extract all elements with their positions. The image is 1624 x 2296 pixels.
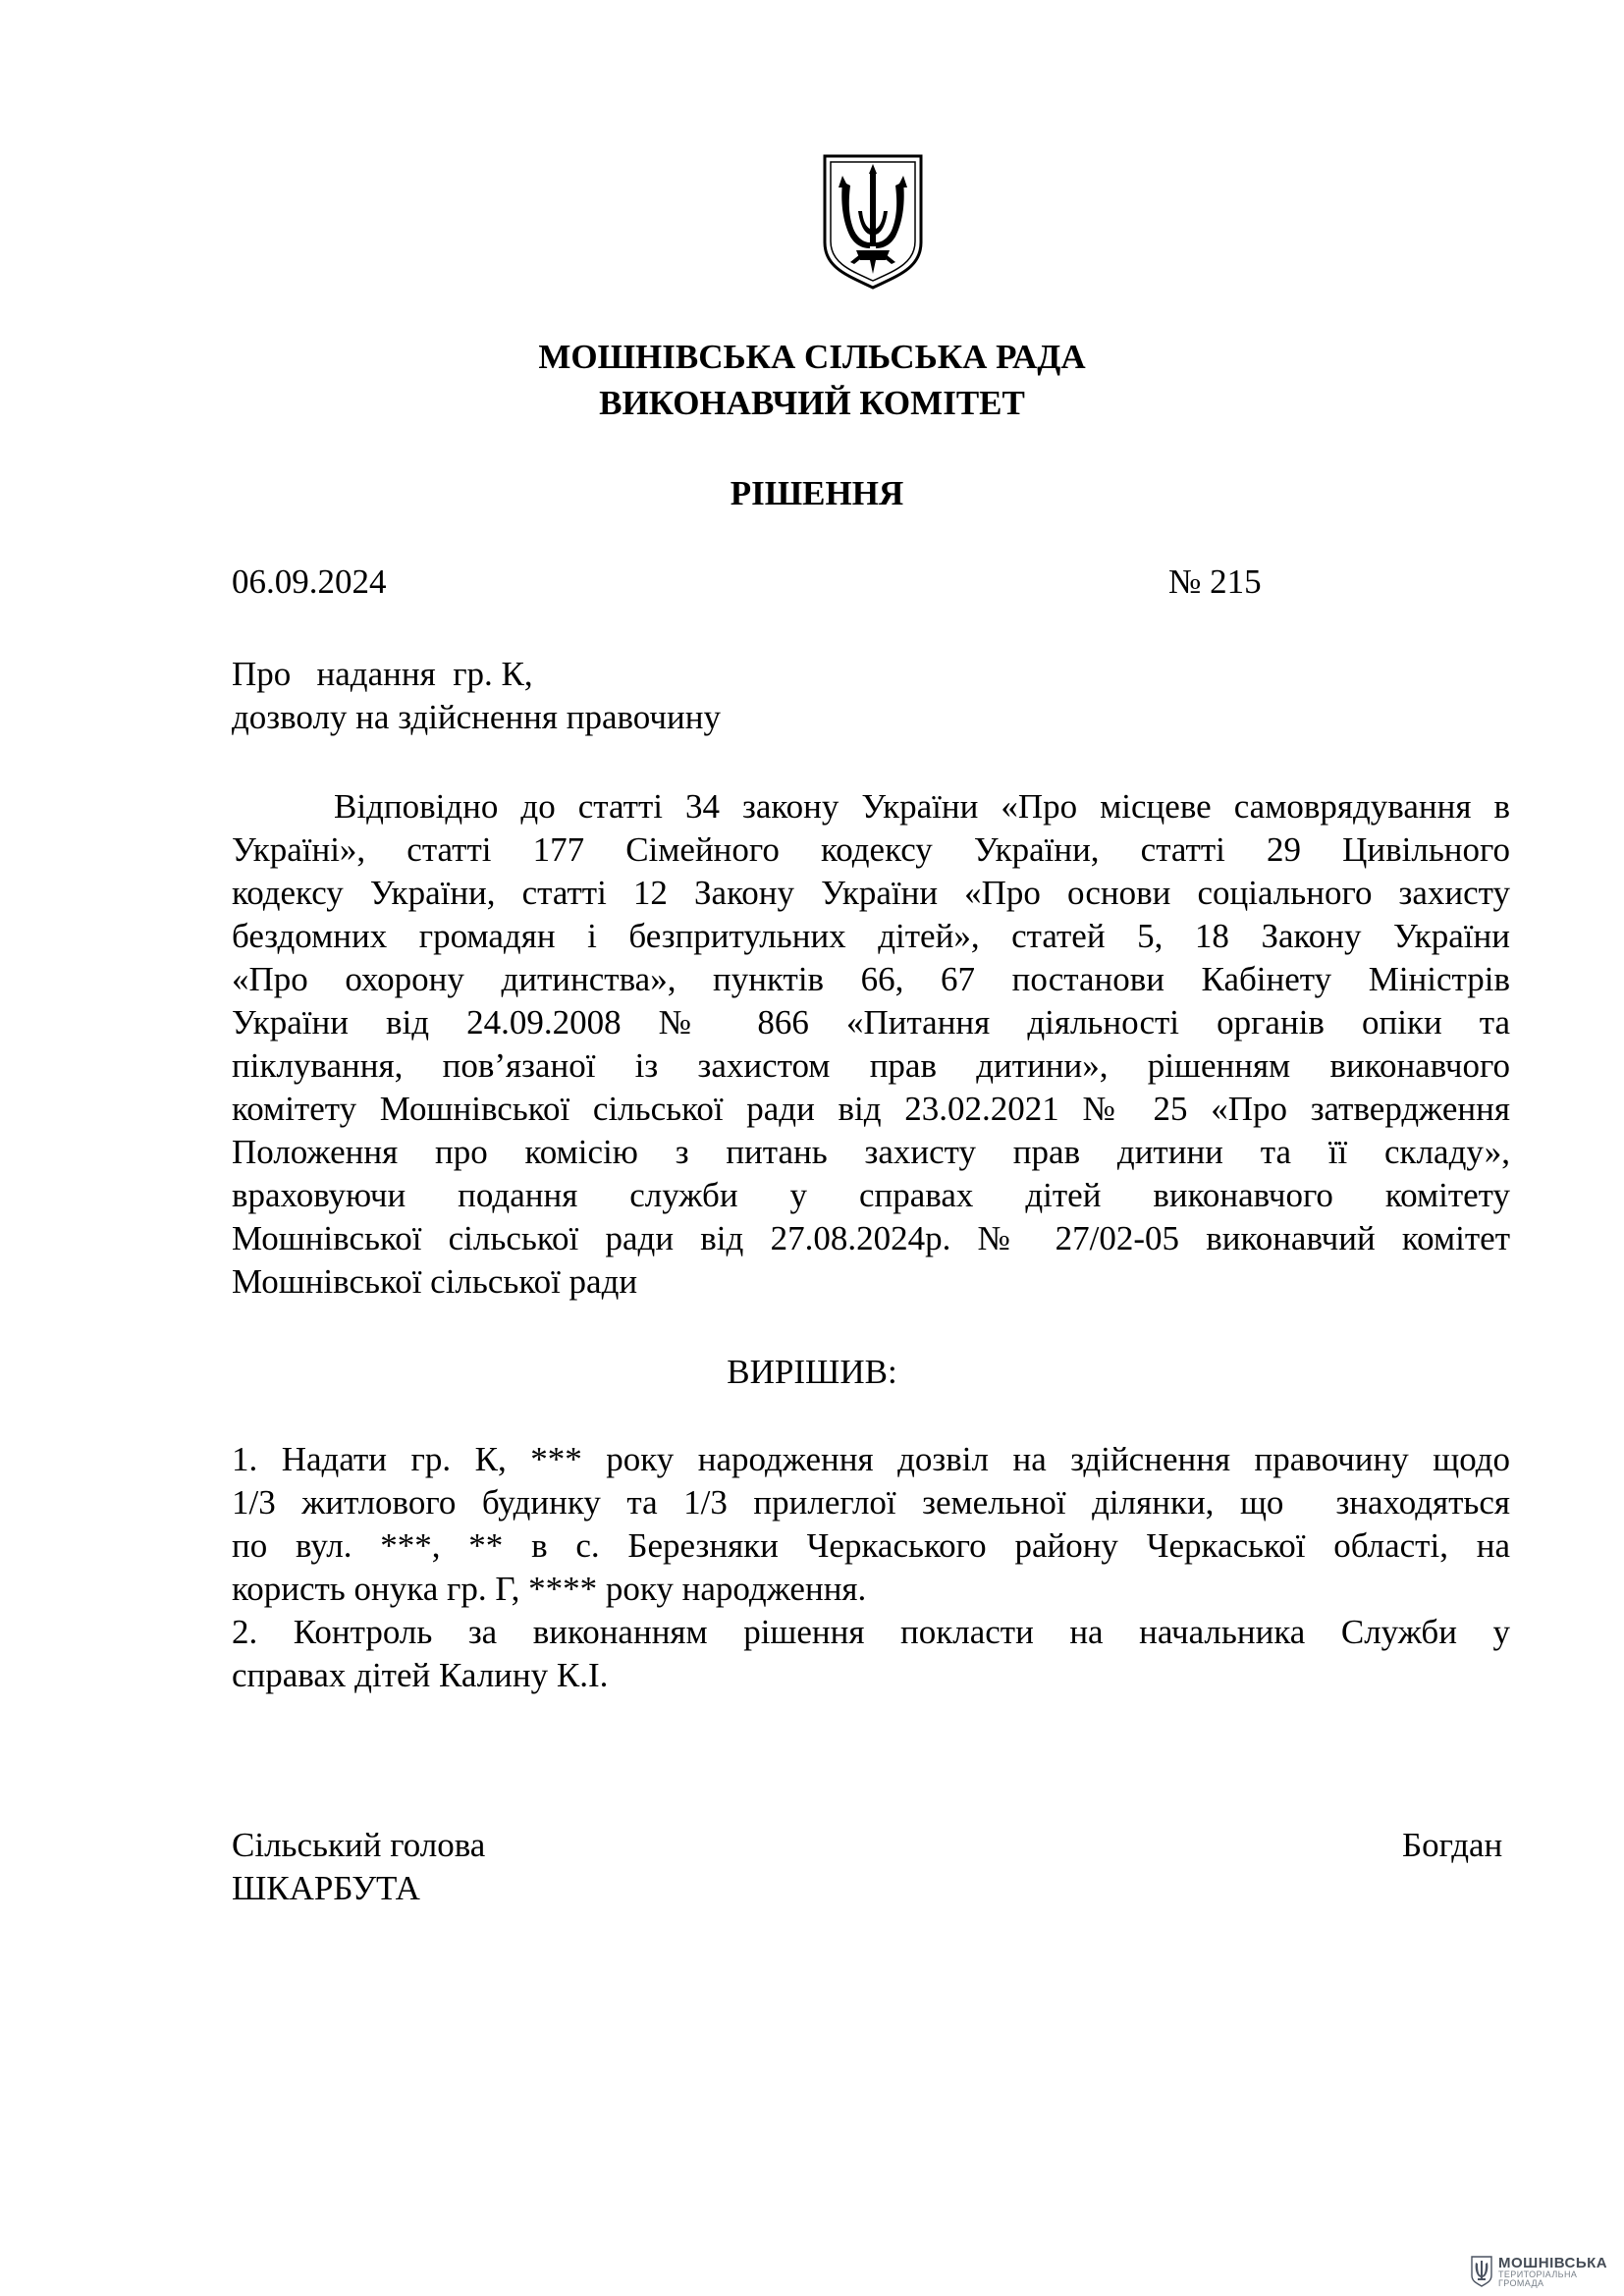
coat-of-arms-emblem-icon — [821, 152, 925, 292]
council-name: МОШНІВСЬКА СІЛЬСЬКА РАДА — [538, 338, 1086, 376]
resolution-item-line: користь онука гр. Г, **** року народження. — [232, 1570, 867, 1608]
preamble-line: Положення про комісію з питань захисту прав дитини та її складу», — [232, 1133, 1510, 1171]
preamble-line: Україні», статті 177 Сімейного кодексу України, статті 29 Цивільного — [232, 830, 1510, 869]
signatory-last-name: ШКАРБУТА — [232, 1869, 420, 1907]
subject-line-1: Про надання гр. К, — [232, 655, 533, 693]
preamble-line: враховуючи подання служби у справах дітей виконавчого комітету — [232, 1176, 1510, 1214]
preamble-line: бездомних громадян і безпритульних дітей», статей 5, 18 Закону України — [232, 917, 1510, 955]
watermark-subtitle-1: ТЕРИТОРІАЛЬНА — [1498, 2269, 1578, 2279]
document-type-title: РІШЕННЯ — [730, 474, 904, 512]
preamble-line: Відповідно до статті 34 закону України «Про місцеве самоврядування в — [334, 787, 1510, 826]
preamble-line: України від 24.09.2008 № 866 «Питання діяльності органів опіки та — [232, 1003, 1510, 1041]
decision-number: № 215 — [1168, 562, 1262, 601]
preamble-line: «Про охорону дитинства», пунктів 66, 67 постанови Кабінету Міністрів — [232, 960, 1510, 998]
preamble-line: піклування, пов’язаної із захистом прав дитини», рішенням виконавчого — [232, 1046, 1510, 1085]
preamble-line: Мошнівської сільської ради від 27.08.2024р. № 27/02-05 виконавчий комітет — [232, 1219, 1510, 1257]
resolution-item-line: 1/3 житлового будинку та 1/3 прилеглої земельної ділянки, що знаходяться — [232, 1483, 1510, 1522]
resolution-item-line: справах дітей Калину К.І. — [232, 1656, 609, 1694]
community-logo-watermark — [1471, 2252, 1624, 2291]
signatory-first-name: Богдан — [1402, 1826, 1503, 1864]
committee-name: ВИКОНАВЧИЙ КОМІТЕТ — [599, 384, 1025, 422]
resolution-item-line: 2. Контроль за виконанням рішення покласти на начальника Служби у — [232, 1613, 1510, 1651]
resolved-heading: ВИРІШИВ: — [727, 1353, 897, 1391]
watermark-title: МОШНІВСЬКА — [1498, 2254, 1608, 2271]
decision-date: 06.09.2024 — [232, 562, 387, 601]
preamble-line: кодексу України, статті 12 Закону України «Про основи соціального захисту — [232, 874, 1510, 912]
trident-logo-icon — [1471, 2256, 1492, 2287]
resolution-item-line: 1. Надати гр. К, *** року народження дозвіл на здійснення правочину щодо — [232, 1440, 1510, 1478]
preamble-line: комітету Мошнівської сільської ради від 23.02.2021 № 25 «Про затвердження — [232, 1090, 1510, 1128]
subject-line-2: дозволу на здійснення правочину — [232, 698, 721, 736]
signatory-position: Сільський голова — [232, 1826, 486, 1864]
preamble-line: Мошнівської сільської ради — [232, 1262, 638, 1301]
resolution-item-line: по вул. ***, ** в с. Березняки Черкаського району Черкаської області, на — [232, 1526, 1510, 1565]
watermark-subtitle-2: ГРОМАДА — [1498, 2277, 1544, 2288]
